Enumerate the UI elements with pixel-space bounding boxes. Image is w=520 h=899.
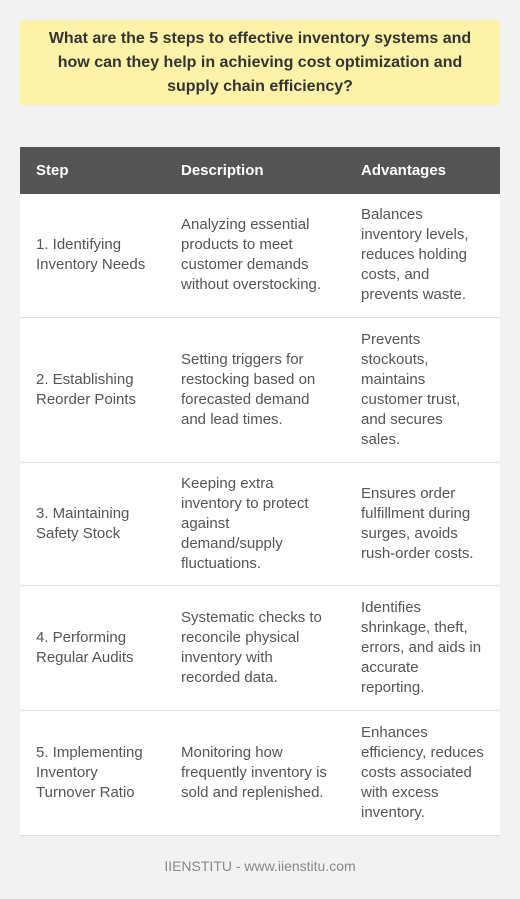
- step-cell: 5. Implementing Inventory Turnover Ratio: [20, 710, 165, 835]
- description-cell: Systematic checks to reconcile physical inventory with recorded data.: [165, 585, 345, 710]
- step-cell: 4. Performing Regular Audits: [20, 585, 165, 710]
- title-banner: [20, 20, 500, 105]
- description-cell: Analyzing essential products to meet customer demands without overstocking.: [165, 194, 345, 317]
- inventory-steps-table: [20, 147, 500, 836]
- step-cell: 3. Maintaining Safety Stock: [20, 462, 165, 585]
- advantages-cell: Balances inventory levels, reduces holding costs, and prevents waste.: [345, 194, 500, 317]
- header-advantages: Advantages: [345, 147, 500, 194]
- table-row: [20, 462, 500, 585]
- table-header-row: [20, 147, 500, 194]
- description-cell: Monitoring how frequently inventory is sold and replenished.: [165, 710, 345, 835]
- advantages-cell: Enhances efficiency, reduces costs associated with excess inventory.: [345, 710, 500, 835]
- header-step: Step: [20, 147, 165, 194]
- step-cell: 2. Establishing Reorder Points: [20, 317, 165, 462]
- page-title: What are the 5 steps to effective inventory systems and how can they help in achieving cost optimization and supply chain efficiency?: [48, 29, 472, 95]
- footer-credit: IIENSTITU - www.iienstitu.com: [164, 858, 356, 874]
- advantages-cell: Identifies shrinkage, theft, errors, and aids in accurate reporting.: [345, 585, 500, 710]
- table-row: [20, 585, 500, 710]
- table-row: [20, 317, 500, 462]
- table-row: [20, 710, 500, 835]
- advantages-cell: Ensures order fulfillment during surges, avoids rush-order costs.: [345, 462, 500, 585]
- header-description: Description: [165, 147, 345, 194]
- description-cell: Keeping extra inventory to protect against demand/supply fluctuations.: [165, 462, 345, 585]
- description-cell: Setting triggers for restocking based on forecasted demand and lead times.: [165, 317, 345, 462]
- table-row: [20, 194, 500, 317]
- step-cell: 1. Identifying Inventory Needs: [20, 194, 165, 317]
- advantages-cell: Prevents stockouts, maintains customer trust, and secures sales.: [345, 317, 500, 462]
